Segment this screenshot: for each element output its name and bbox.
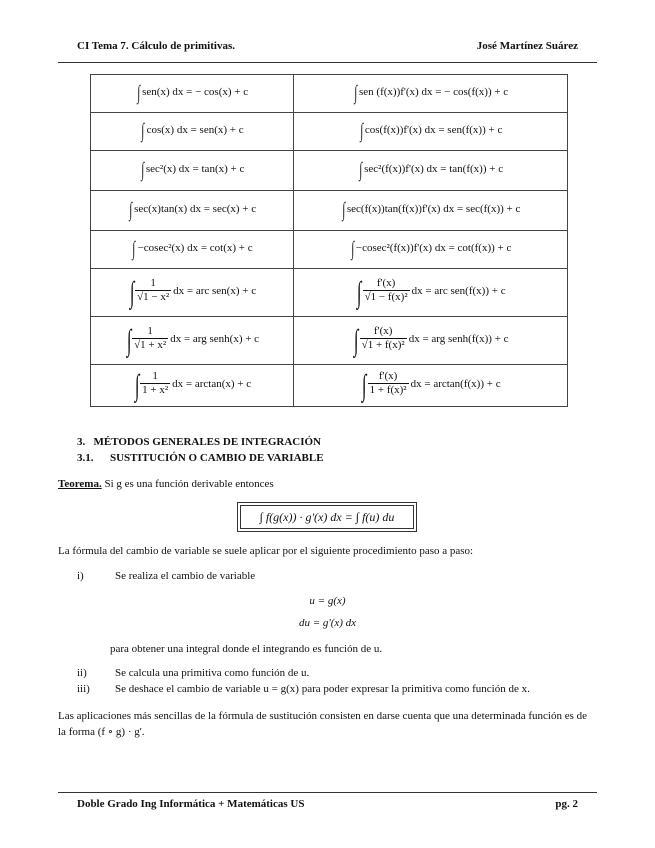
integral-sign-icon: ∫ (362, 368, 367, 402)
theorem-formula: ∫ f(g(x)) · g'(x) dx = ∫ f(u) du (259, 509, 395, 524)
equation: du = g'(x) dx (298, 617, 357, 629)
header-author: José Martínez Suárez (476, 40, 578, 52)
table-cell: ∫ sec²(f(x))f'(x) dx = tan(f(x)) + c (294, 151, 568, 191)
fraction: $\frac{f'(x)}{\text{√1 + f(x)²}}$ (361, 325, 405, 352)
fraction: $\frac{1}{\text{√1 − x²}}$ (137, 277, 170, 304)
intro-paragraph: La fórmula del cambio de variable se suele aplicar por el siguiente procedimiento paso a paso: (58, 545, 474, 557)
step-item (77, 683, 530, 695)
table-row (91, 75, 568, 113)
step-text: Se realiza el cambio de variable (115, 570, 256, 582)
integral-sign-icon: ∫ (354, 323, 359, 357)
section-heading: 3. MÉTODOS GENERALES DE INTEGRACIÓN (77, 436, 321, 448)
table-cell: ∫ $\frac{1}{\text{√1 − x²}}$ dx = arc sen(x) + c (91, 269, 294, 317)
equation: u = g(x) (309, 595, 346, 607)
table-row (91, 231, 568, 269)
theorem-label: Teorema. (58, 478, 102, 490)
theorem-text: Si g es una función derivable entonces (101, 478, 274, 490)
integral-sign-icon: ∫ (359, 159, 363, 181)
table-cell: ∫ sen (f(x))f'(x) dx = − cos(f(x)) + c (294, 75, 568, 113)
table-row (91, 317, 568, 365)
table-row (91, 191, 568, 231)
theorem-formula-box (237, 502, 417, 532)
step-number: ii) (77, 667, 87, 679)
header-rule (58, 62, 597, 63)
table-cell: ∫ cos(f(x))f'(x) dx = sen(f(x)) + c (294, 113, 568, 151)
integral-sign-icon: ∫ (132, 238, 136, 260)
table-row (91, 365, 568, 407)
step-continuation: para obtener una integral donde el integrando es función de u. (110, 643, 383, 655)
fraction: $\frac{f'(x)}{\text{√1 − f(x)²}}$ (364, 277, 408, 304)
table-row (91, 269, 568, 317)
subsection-heading: 3.1. SUSTITUCIÓN O CAMBIO DE VARIABLE (77, 452, 324, 464)
step-text: Se deshace el cambio de variable u = g(x) para poder expresar la primitiva como función de x. (115, 683, 530, 695)
step-number: i) (77, 570, 84, 582)
theorem-line (58, 478, 274, 490)
table-cell: ∫ $\frac{f'(x)}{\text{1 + f(x)²}}$ dx = arctan(f(x)) + c (294, 365, 568, 407)
integral-sign-icon: ∫ (140, 159, 144, 181)
integral-sign-icon: ∫ (141, 120, 145, 142)
table-cell: ∫ sec(f(x))tan(f(x))f'(x) dx = sec(f(x)) + c (294, 191, 568, 231)
table-cell: ∫ −cosec²(f(x))f'(x) dx = cot(f(x)) + c (294, 231, 568, 269)
step-item (77, 570, 255, 582)
integral-sign-icon: ∫ (341, 199, 345, 221)
table-row (91, 113, 568, 151)
table-cell: ∫ $\frac{1}{\text{1 + x²}}$ dx = arctan(x) + c (91, 365, 294, 407)
step-number: iii) (77, 683, 90, 695)
footer-course: Doble Grado Ing Informática + Matemáticas US (77, 798, 305, 810)
table-cell: ∫ sec(x)tan(x) dx = sec(x) + c (91, 191, 294, 231)
fraction: $\frac{1}{\text{1 + x²}}$ (142, 370, 169, 397)
table-cell: ∫ $\frac{1}{\text{√1 + x²}}$ dx = arg senh(x) + c (91, 317, 294, 365)
integral-sign-icon: ∫ (137, 82, 141, 104)
integral-sign-icon: ∫ (129, 199, 133, 221)
step-item (77, 667, 309, 679)
table-row (91, 151, 568, 191)
table-cell: ∫ cos(x) dx = sen(x) + c (91, 113, 294, 151)
fraction: $\frac{f'(x)}{\text{1 + f(x)²}}$ (369, 370, 407, 397)
integral-sign-icon: ∫ (134, 368, 140, 402)
table-cell: ∫ $\frac{f'(x)}{\text{√1 + f(x)²}}$ dx = arg senh(f(x)) + c (294, 317, 568, 365)
table-cell: ∫ sen(x) dx = − cos(x) + c (91, 75, 294, 113)
integral-sign-icon: ∫ (357, 275, 362, 309)
closing-paragraph: Las aplicaciones más sencillas de la fórmula de sustitución consisten en darse cuenta que una determinada función es de la forma (f ∘ g) · g'. (58, 710, 588, 738)
integrals-table (90, 74, 568, 407)
table-cell: ∫ sec²(x) dx = tan(x) + c (91, 151, 294, 191)
integral-sign-icon: ∫ (350, 238, 354, 260)
integral-sign-icon: ∫ (126, 323, 132, 357)
step-text: Se calcula una primitiva como función de u. (115, 667, 310, 679)
fraction: $\frac{1}{\text{√1 + x²}}$ (134, 325, 167, 352)
integral-sign-icon: ∫ (354, 82, 358, 104)
header-title: CI Tema 7. Cálculo de primitivas. (77, 40, 235, 52)
integral-sign-icon: ∫ (129, 275, 135, 309)
integral-sign-icon: ∫ (359, 120, 363, 142)
footer-rule (58, 792, 597, 793)
page-number: pg. 2 (555, 798, 578, 810)
table-cell: ∫ $\frac{f'(x)}{\text{√1 − f(x)²}}$ dx = arc sen(f(x)) + c (294, 269, 568, 317)
table-cell: ∫ −cosec²(x) dx = cot(x) + c (91, 231, 294, 269)
